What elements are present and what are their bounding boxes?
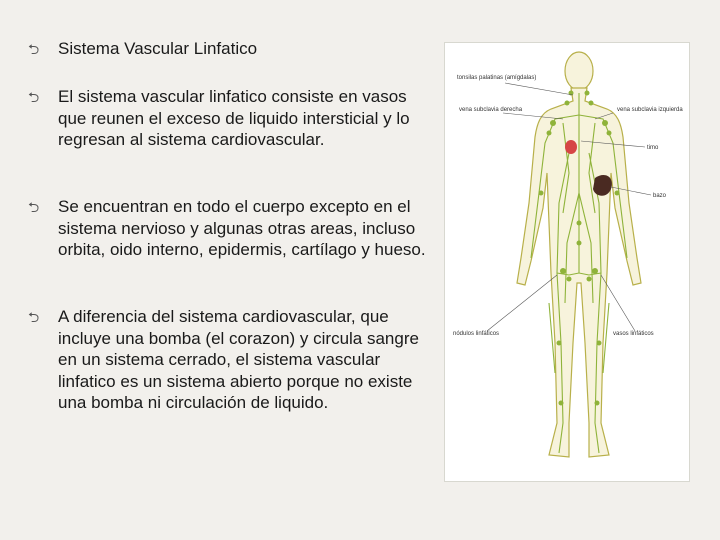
bullet-text: Se encuentran en todo el cuerpo excepto en el sistema nervioso y algunas otras areas, incluso orbita, oido interno, epidermis, cartílago y hueso. xyxy=(58,197,426,259)
bullet-item xyxy=(26,196,426,261)
arrow-bullet-icon: ⮌ xyxy=(28,89,40,105)
label-thymus: timo xyxy=(647,145,659,151)
bullet-item xyxy=(26,38,426,60)
label-right-subclavian: vena subclavia derecha xyxy=(459,107,523,113)
label-lymph-nodes: nódulos linfáticos xyxy=(453,331,500,337)
label-lymph-vessels: vasos linfáticos xyxy=(613,331,654,337)
label-spleen: bazo xyxy=(653,193,667,199)
bullet-title: Sistema Vascular Linfatico xyxy=(58,39,258,58)
lymphatic-system-figure xyxy=(444,42,690,482)
arrow-bullet-icon: ⮌ xyxy=(28,41,40,57)
bullet-text: El sistema vascular linfatico consiste en vasos que reunen el exceso de liquido intersticial y lo regresan al sistema cardiovascular. xyxy=(58,87,410,149)
label-tonsils: tonsilas palatinas (amígdalas) xyxy=(457,75,537,81)
bullet-item xyxy=(26,86,426,151)
bullet-item xyxy=(26,306,426,414)
lymphatic-diagram xyxy=(445,43,689,481)
label-left-subclavian: vena subclavia izquierda xyxy=(617,107,683,113)
heart-shape xyxy=(565,140,577,154)
arrow-bullet-icon: ⮌ xyxy=(28,199,40,215)
arrow-bullet-icon: ⮌ xyxy=(28,309,40,325)
bullet-text: A diferencia del sistema cardiovascular, que incluye una bomba (el corazon) y circula sangre en un sistema cerrado, el sistema vascular linfatico es un sistema abierto porque no existe una bomba ni circulación de liquido. xyxy=(58,307,419,412)
